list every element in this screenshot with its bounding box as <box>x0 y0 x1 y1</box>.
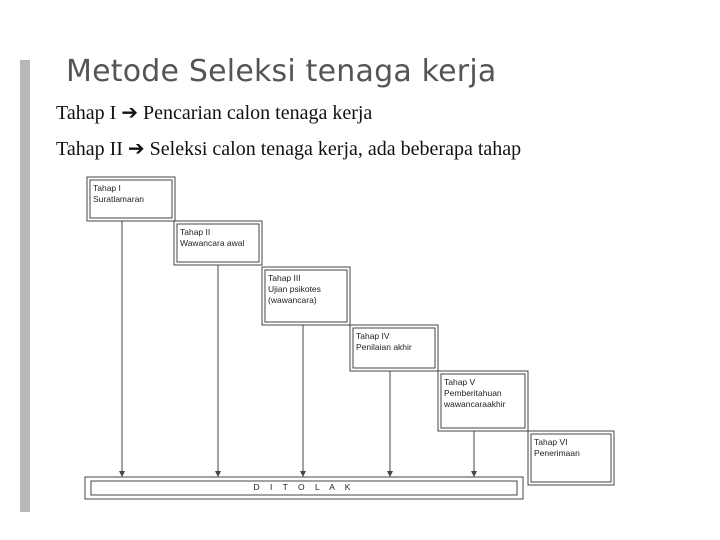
stage-label-line: Tahap V <box>444 377 476 387</box>
stage-label-5 <box>444 377 505 410</box>
stage-label-line: Tahap I <box>93 183 121 193</box>
stage-label-4 <box>356 331 412 353</box>
stage-label-line: Ujian psikotes <box>268 284 321 294</box>
stage-label-line: Tahap IV <box>356 331 390 341</box>
stage-label-3 <box>268 273 321 306</box>
rejected-label: D I T O L A K <box>253 482 355 492</box>
stage-label-line: Penilaian akhir <box>356 342 412 352</box>
stage-label-line: Wawancara awal <box>180 238 245 248</box>
stage-label-line: Tahap VI <box>534 437 568 447</box>
stage-label-line: wawancaraakhir <box>444 399 506 409</box>
stage-two-description: Tahap II ➔ Seleksi calon tenaga kerja, ada beberapa tahap <box>56 138 522 160</box>
stage-label-line: (wawancara) <box>268 295 317 305</box>
stage-label-line: Penerimaan <box>534 448 580 458</box>
stage-one-description: Tahap I ➔ Pencarian calon tenaga kerja <box>56 102 373 124</box>
stage-label-line: Tahap III <box>268 273 301 283</box>
stage-label-line: Pemberitahuan <box>444 388 502 398</box>
slide-title: Metode Seleksi tenaga kerja <box>66 54 497 89</box>
stage-label-6 <box>534 437 580 459</box>
stage-label-line: Suratlamaran <box>93 194 145 204</box>
stage-label-2 <box>180 227 244 249</box>
stage-label-1 <box>93 183 144 205</box>
stage-label-line: Tahap II <box>180 227 211 237</box>
